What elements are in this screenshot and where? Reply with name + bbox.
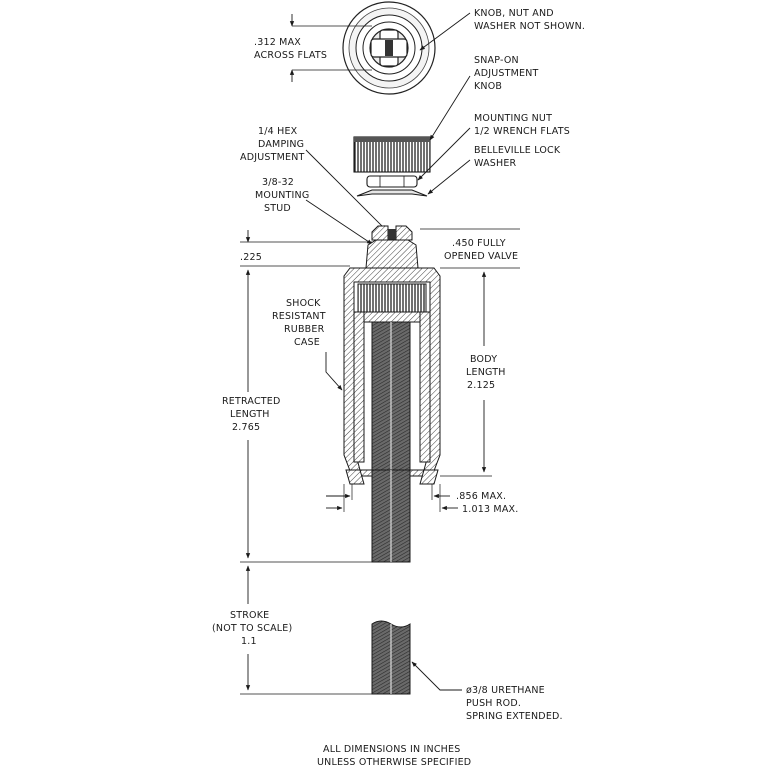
top-view — [343, 2, 435, 94]
retracted-line2: LENGTH — [230, 409, 270, 420]
footer-line2: UNLESS OTHERWISE SPECIFIED — [317, 757, 472, 767]
retracted-line1: RETRACTED — [222, 396, 281, 407]
dia-line1: .856 MAX. — [456, 491, 507, 502]
body-line2: LENGTH — [466, 367, 506, 378]
mount-nut-line2: 1/2 WRENCH FLATS — [474, 126, 570, 137]
top-dim-label: .225 — [240, 252, 262, 263]
knob-note-line1: KNOB, NUT AND — [474, 8, 554, 19]
mounting-nut — [367, 176, 417, 187]
knob-note-line2: WASHER NOT SHOWN. — [474, 21, 586, 32]
dia-line2: 1.013 MAX. — [462, 504, 519, 515]
stud-line2: MOUNTING — [255, 190, 310, 201]
snap-knob-line1: SNAP-ON — [474, 55, 519, 66]
body-line3: 2.125 — [467, 380, 496, 391]
belleville-washer — [357, 190, 427, 196]
case-line4: CASE — [294, 337, 320, 348]
case-line1: SHOCK — [286, 298, 321, 309]
case-line3: RUBBER — [284, 324, 325, 335]
case-leader — [326, 352, 342, 390]
rod-line2: PUSH ROD. — [466, 698, 522, 709]
rod-leader — [412, 662, 462, 690]
shock-body — [344, 226, 440, 484]
mount-nut-line1: MOUNTING NUT — [474, 113, 553, 124]
washer-leader — [428, 160, 470, 194]
washer-line1: BELLEVILLE LOCK — [474, 145, 561, 156]
snap-knob-line3: KNOB — [474, 81, 503, 92]
retracted-line3: 2.765 — [232, 422, 261, 433]
flats-dim-label-line1: .312 MAX — [254, 37, 301, 48]
rod-line1: ø3/8 URETHANE — [466, 685, 545, 696]
stud-line3: STUD — [264, 203, 291, 214]
footer-line1: ALL DIMENSIONS IN INCHES — [323, 744, 461, 755]
snap-knob-line2: ADJUSTMENT — [474, 68, 539, 79]
washer-line2: WASHER — [474, 158, 517, 169]
stud-line1: 3/8-32 — [262, 177, 295, 188]
body-line1: BODY — [470, 354, 498, 365]
hex-line1: 1/4 HEX — [258, 126, 298, 137]
hex-line3: ADJUSTMENT — [240, 152, 305, 163]
stroke-line1: STROKE — [230, 610, 270, 621]
valve-line1: .450 FULLY — [452, 238, 506, 249]
valve-line2: OPENED VALVE — [444, 251, 519, 262]
rod-line3: SPRING EXTENDED. — [466, 711, 563, 722]
flats-dim-label-line2: ACROSS FLATS — [254, 50, 328, 61]
hex-line2: DAMPING — [258, 139, 305, 150]
case-line2: RESISTANT — [272, 311, 326, 322]
push-rod-lower — [372, 621, 410, 694]
snap-knob-leader — [430, 76, 470, 140]
stroke-line3: 1.1 — [241, 636, 257, 647]
stroke-line2: (NOT TO SCALE) — [212, 623, 293, 634]
snap-on-knob — [354, 137, 430, 172]
